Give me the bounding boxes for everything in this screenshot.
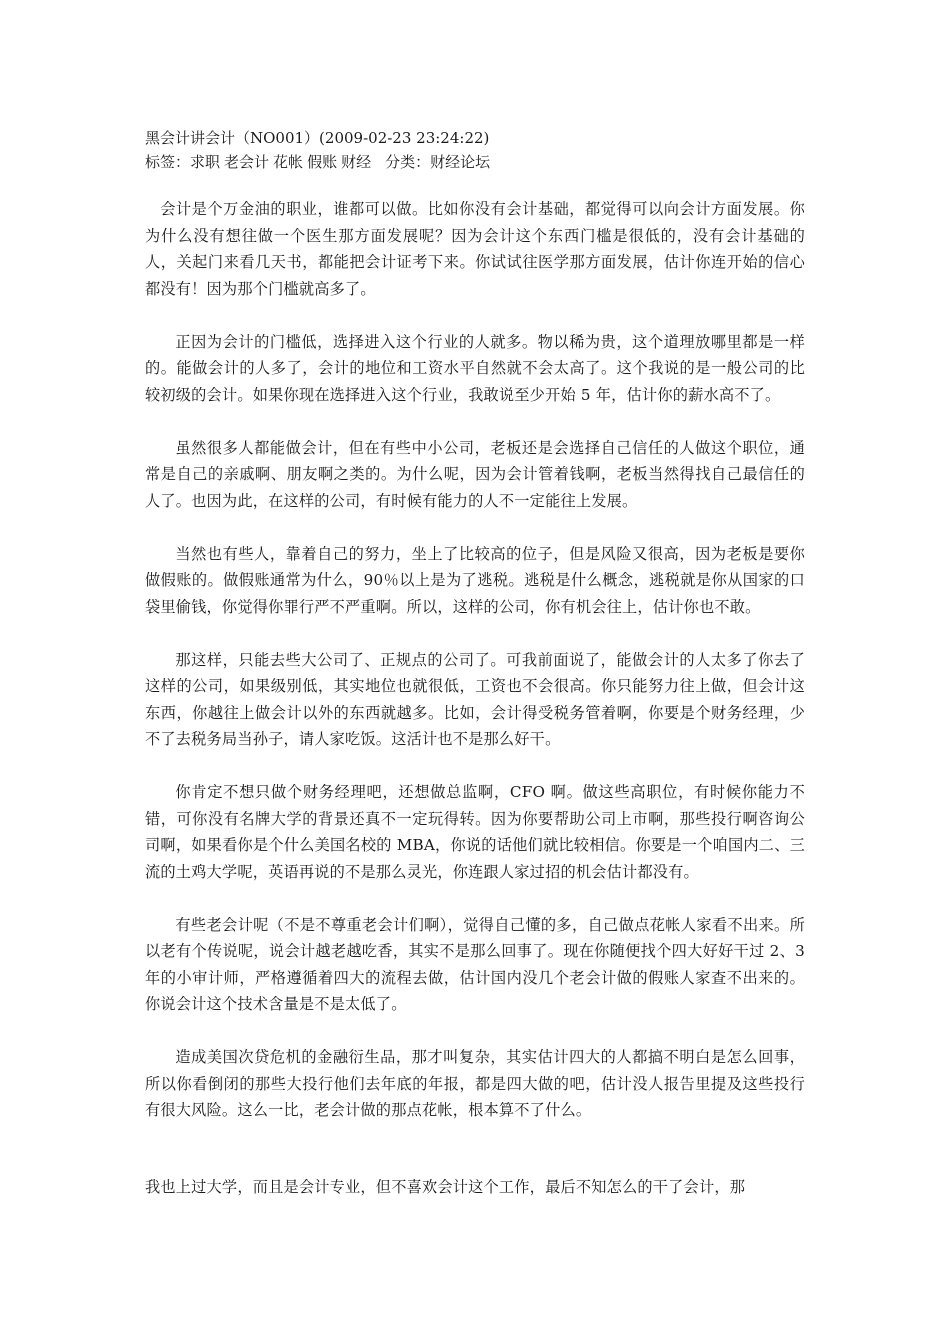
tag: 花帐 (273, 153, 304, 171)
tag: 假账 (307, 153, 338, 171)
paragraph: 你肯定不想只做个财务经理吧，还想做总监啊，CFO 啊。做这些高职位，有时候你能力不错，可你没有名牌大学的背景还真不一定玩得转。因为你要帮助公司上市啊，那些投行啊咨询公司啊，如果看你是个什么美国名校的 MBA，你说的话他们就比较相信。你要是一个咱国内二、三流的土鸡大学呢，英语再说的不是那么灵光，你连跟人家过招的机会估计都没有。 (145, 783, 805, 881)
paragraph: 我也上过大学，而且是会计专业，但不喜欢会计这个工作，最后不知怎么的干了会计，那 (145, 1177, 746, 1196)
category: 财经论坛 (430, 153, 491, 171)
document-page (145, 126, 805, 1227)
paragraph: 那这样，只能去些大公司了、正规点的公司了。可我前面说了，能做会计的人太多了你去了这样的公司，如果级别低，其实地位也就很低，工资也不会很高。你只能努力往上做，但会计这东西，你越往上做会计以外的东西就越多。比如，会计得受税务管着啊，你要是个财务经理，少不了去税务局当孙子，请人家吃饭。这活计也不是那么好干。 (145, 650, 805, 748)
paragraph: 当然也有些人，靠着自己的努力，坐上了比较高的位子，但是风险又很高，因为老板是要你做假账的。做假账通常为什么，90％以上是为了逃税。逃税是什么概念，逃税就是你从国家的口袋里偷钱，你觉得你罪行严不严重啊。所以，这样的公司，你有机会往上，估计你也不敢。 (145, 544, 805, 616)
paragraph: 造成美国次贷危机的金融衍生品，那才叫复杂，其实估计四大的人都搞不明白是怎么回事，所以你看倒闭的那些大投行他们去年底的年报，都是四大做的吧，估计没人报告里提及这些投行有很大风险。这么一比，老会计做的那点花帐，根本算不了什么。 (145, 1048, 805, 1119)
paragraph: 会计是个万金油的职业，谁都可以做。比如你没有会计基础，都觉得可以向会计方面发展。你为什么没有想往做一个医生那方面发展呢？因为会计这个东西门槛是很低的，没有会计基础的人，关起门来看几天书，都能把会计证考下来。你试试往医学那方面发展，估计你连开始的信心都没有！因为那个门槛就高多了。 (145, 200, 805, 298)
paragraph: 有些老会计呢（不是不尊重老会计们啊），觉得自己懂的多，自己做点花帐人家看不出来。所以老有个传说呢，说会计越老越吃香，其实不是那么回事了。现在你随便找个四大好好干过 2、3 年的小审计师，严格遵循着四大的流程去做，估计国内没几个老会计做的假账人家查不出来的。你说会计这个技术含量是不是太低了。 (145, 915, 805, 1013)
article-meta (145, 150, 805, 174)
tag: 老会计 (224, 153, 270, 171)
tags-label: 标签： (145, 153, 191, 171)
article-body (145, 196, 805, 1200)
paragraph: 虽然很多人都能做会计，但在有些中小公司，老板还是会选择自己信任的人做这个职位，通常是自己的亲戚啊、朋友啊之类的。为什么呢，因为会计管着钱啊，老板当然得找自己最信任的人了。也因为此，在这样的公司，有时候有能力的人不一定能往上发展。 (145, 438, 805, 510)
category-label: 分类： (385, 153, 431, 171)
tag: 财经 (341, 153, 372, 171)
paragraph: 正因为会计的门槛低，选择进入这个行业的人就多。物以稀为贵，这个道理放哪里都是一样的。能做会计的人多了，会计的地位和工资水平自然就不会太高了。这个我说的是一般公司的比较初级的会计。如果你现在选择进入这个行业，我敢说至少开始 5 年，估计你的薪水高不了。 (145, 332, 805, 404)
tag: 求职 (190, 153, 221, 171)
article-title: 黑会计讲会计（NO001）(2009-02-23 23:24:22) (145, 129, 490, 147)
